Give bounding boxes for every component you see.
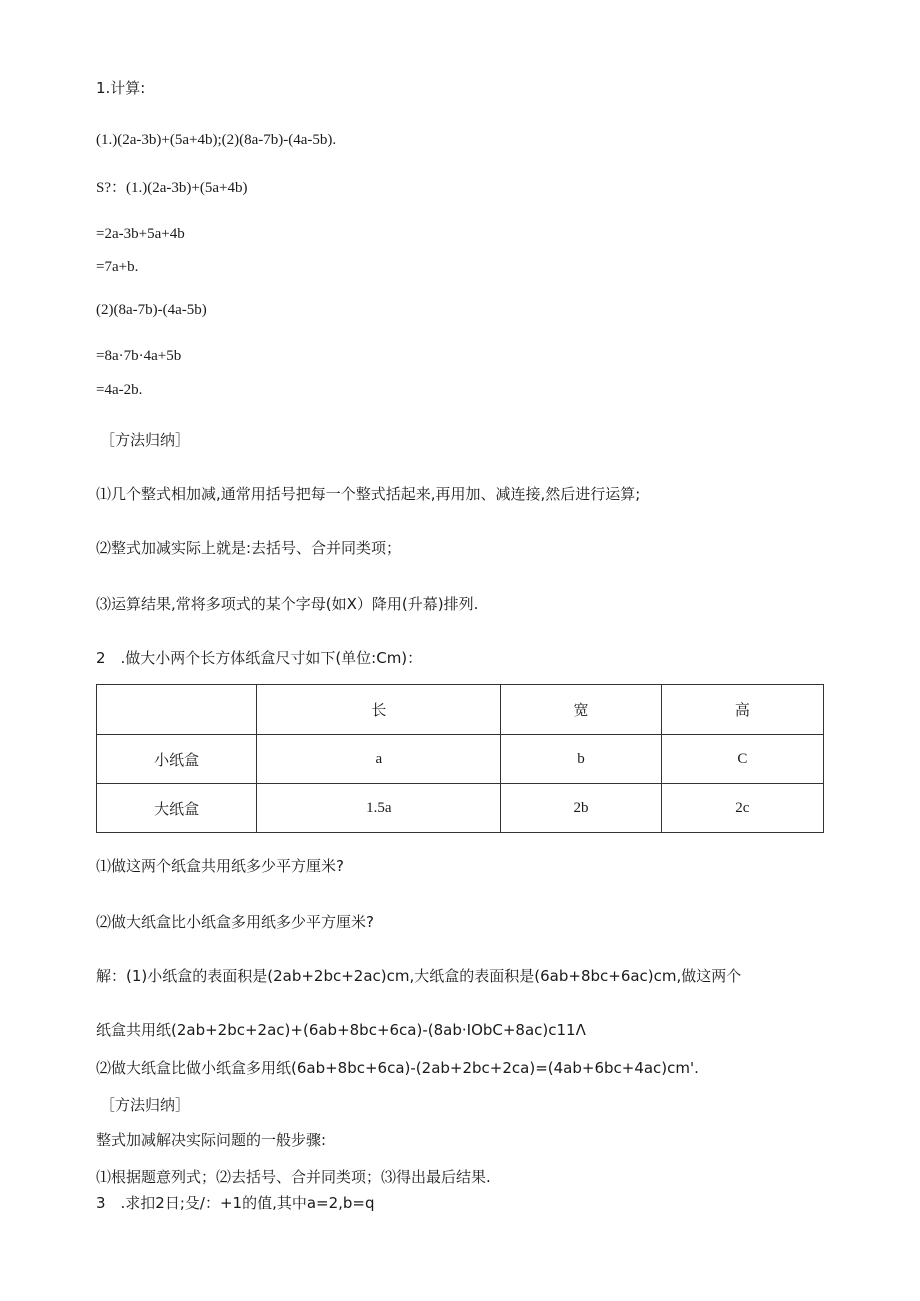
q1-method1: ⑴几个整式相加减,通常用括号把每一个整式括起来,再用加、减连接,然后进行运算; bbox=[96, 485, 641, 503]
table-header-row bbox=[97, 685, 824, 735]
q2-method-intro: 整式加减解决实际问题的一般步骤: bbox=[96, 1131, 327, 1149]
q2-answer1b: 纸盒共用纸(2ab+2bc+2ac)+(6ab+8bc+6ca)-(8ab·IObC+8ac)c11Λ bbox=[96, 1021, 586, 1039]
table-cell: a bbox=[257, 735, 501, 784]
q1-step1: =2a-3b+5a+4b bbox=[96, 226, 185, 242]
q1-step2: =7a+b. bbox=[96, 259, 139, 275]
q3-title: 3 .求扣2日;殳/：+1的值,其中a=2,b=q bbox=[96, 1194, 375, 1212]
q2-answer1a: 解：(1)小纸盒的表面积是(2ab+2bc+2ac)cm,大纸盒的表面积是(6ab+8bc+6ac)cm,做这两个 bbox=[96, 967, 742, 985]
table-row bbox=[97, 735, 824, 784]
table-cell: b bbox=[501, 735, 661, 784]
q1-method3: ⑶运算结果,常将多项式的某个字母(如X）降用(升幕)排列. bbox=[96, 595, 479, 613]
q2-question2: ⑵做大纸盒比小纸盒多用纸多少平方厘米? bbox=[96, 913, 374, 931]
table-header-cell: 高 bbox=[661, 685, 823, 735]
q2-method-heading: ［方法归纳］ bbox=[100, 1096, 191, 1114]
q1-step3: =8a·7b·4a+5b bbox=[96, 348, 182, 364]
q1-title: 1.计算: bbox=[96, 79, 146, 97]
table-row bbox=[97, 784, 824, 833]
q2-question1: ⑴做这两个纸盒共用纸多少平方厘米? bbox=[96, 857, 344, 875]
table-cell: 2b bbox=[501, 784, 661, 833]
q2-method-steps: ⑴根据题意列式；⑵去括号、合并同类项；⑶得出最后结果. bbox=[96, 1168, 491, 1186]
table-cell: 2c bbox=[661, 784, 823, 833]
q1-method2: ⑵整式加减实际上就是:去括号、合并同类项； bbox=[96, 539, 402, 557]
table-cell: 大纸盒 bbox=[97, 784, 257, 833]
q1-solution-start: S?：(1.)(2a-3b)+(5a+4b) bbox=[96, 180, 248, 196]
q2-title: 2 .做大小两个长方体纸盒尺寸如下(单位:Cm)： bbox=[96, 649, 423, 667]
table-cell: C bbox=[661, 735, 823, 784]
q1-problem: (1.)(2a-3b)+(5a+4b);(2)(8a-7b)-(4a-5b). bbox=[96, 132, 337, 148]
q1-part2: (2)(8a-7b)-(4a-5b) bbox=[96, 302, 207, 318]
box-dimensions-table bbox=[96, 684, 824, 833]
table-cell: 1.5a bbox=[257, 784, 501, 833]
table-header-cell: 长 bbox=[257, 685, 501, 735]
q1-method-heading: ［方法归纳］ bbox=[100, 431, 191, 449]
table-cell: 小纸盒 bbox=[97, 735, 257, 784]
q1-step4: =4a-2b. bbox=[96, 382, 143, 398]
table-header-cell: 宽 bbox=[501, 685, 661, 735]
q2-answer2: ⑵做大纸盒比做小纸盒多用纸(6ab+8bc+6ca)-(2ab+2bc+2ca)=(4ab+6bc+4ac)cm'. bbox=[96, 1059, 699, 1077]
table-header-cell bbox=[97, 685, 257, 735]
